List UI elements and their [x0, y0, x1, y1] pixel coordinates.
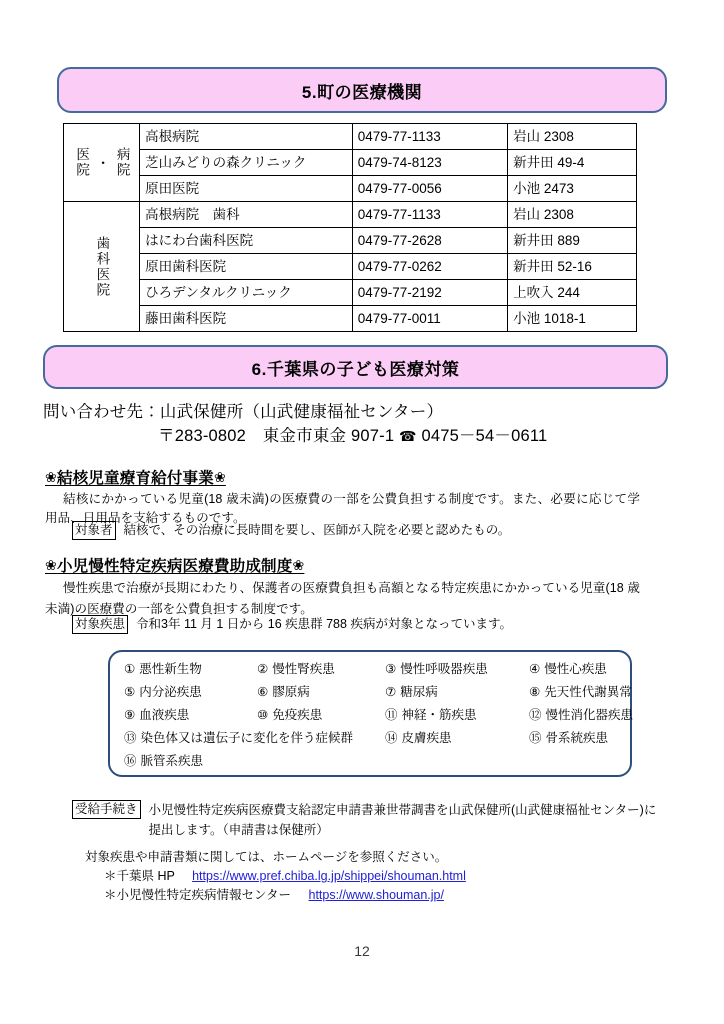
disease-grid	[124, 661, 634, 770]
procedure-label: 受給手続き	[72, 800, 141, 819]
footer-intro-text: 対象疾患や申請書類に関しては、ホームページを参照ください。	[85, 850, 448, 864]
program-heading-tuberculosis	[45, 466, 226, 488]
list-item	[124, 730, 385, 747]
flower-icon: ❀	[292, 557, 305, 573]
disease-name: 内分泌疾患	[139, 685, 202, 699]
disease-number: ⑭	[385, 731, 398, 745]
flower-icon: ❀	[45, 557, 57, 573]
facility-name: 芝山みどりの森クリニック	[140, 150, 353, 176]
facility-address: 小池 1018-1	[508, 306, 637, 332]
category-label-hospital: 病院	[114, 147, 130, 178]
disease-category-box	[108, 650, 632, 777]
list-item	[257, 661, 385, 678]
telephone-icon: ☎	[399, 428, 417, 444]
disease-number: ⑧	[529, 685, 541, 699]
footer-link-row-chiba	[104, 867, 466, 886]
footer-link-label-chiba: ＊千葉県 HP	[104, 869, 175, 883]
facility-tel: 0479-77-0262	[352, 254, 507, 280]
facility-tel: 0479-77-2192	[352, 280, 507, 306]
target-row-tuberculosis	[72, 521, 652, 540]
facility-name: ひろデンタルクリニック	[140, 280, 353, 306]
category-label-clinic: 医院	[74, 147, 90, 178]
list-item	[257, 684, 385, 701]
section-banner-child-medical: 6.千葉県の子ども医療対策	[43, 345, 668, 389]
procedure-row	[72, 800, 657, 840]
disease-number: ②	[257, 662, 269, 676]
facility-name: 原田歯科医院	[140, 254, 353, 280]
facility-address: 小池 2473	[508, 176, 637, 202]
table-row	[64, 202, 637, 228]
disease-name: 骨系統疾患	[545, 731, 609, 745]
disease-name: 血液疾患	[139, 708, 190, 722]
program-title-tuberculosis: 結核児童療育給付事業	[56, 470, 214, 487]
target-text-chronic-pediatric: 令和3年 11 月 1 日から 16 疾患群 788 疾病が対象となっています。	[136, 617, 512, 631]
facility-name: 藤田歯科医院	[140, 306, 353, 332]
disease-number: ⑩	[257, 708, 269, 722]
disease-number: ⑦	[385, 685, 397, 699]
disease-name: 脈管系疾患	[140, 754, 204, 768]
facility-tel: 0479-77-0056	[352, 176, 507, 202]
disease-name: 先天性代謝異常	[544, 685, 632, 699]
facility-address: 新井田 49-4	[508, 150, 637, 176]
category-cell-dental	[64, 202, 140, 332]
program-description-chronic-pediatric: 慢性疾患で治療が長期にわたり、保護者の医療費負担も高額となる特定疾患にかかっている児童(18 歳未満)の医療費の一部を公費負担する制度です。	[45, 581, 640, 616]
table-row	[64, 150, 637, 176]
target-label-tuberculosis: 対象者	[72, 521, 116, 540]
facility-name: はにわ台歯科医院	[140, 228, 353, 254]
facility-tel: 0479-77-1133	[352, 202, 507, 228]
list-item	[385, 707, 529, 724]
list-item	[385, 661, 529, 678]
disease-number: ④	[529, 662, 541, 676]
disease-name: 免疫疾患	[272, 708, 323, 722]
disease-number: ⑤	[124, 685, 136, 699]
disease-number: ⑯	[124, 754, 137, 768]
list-item	[385, 730, 529, 747]
disease-number: ⑫	[529, 708, 542, 722]
table-row	[64, 280, 637, 306]
list-item	[529, 730, 633, 747]
section-banner-medical: 5.町の医療機関	[57, 67, 667, 113]
disease-name: 慢性呼吸器疾患	[400, 662, 488, 676]
list-item	[124, 661, 257, 678]
target-label-chronic-pediatric: 対象疾患	[72, 615, 128, 634]
facility-address: 新井田 889	[508, 228, 637, 254]
target-text-tuberculosis: 結核で、その治療に長時間を要し、医師が入院を必要と認めたもの。	[123, 523, 511, 537]
contact-office-line: 問い合わせ先：山武保健所（山武健康福祉センター）	[43, 403, 444, 421]
disease-number: ①	[124, 662, 136, 676]
link-chiba-hp[interactable]: https://www.pref.chiba.lg.jp/shippei/shouman.html	[192, 869, 466, 883]
page-number: 12	[354, 943, 370, 959]
procedure-text: 小児慢性特定疾病医療費支給認定申請書兼世帯調書を山武保健所(山武健康福祉センター)に提出します。（申請書は保健所）	[148, 803, 657, 837]
program-title-chronic-pediatric: 小児慢性特定疾病医療費助成制度	[56, 558, 293, 575]
disease-name: 膠原病	[272, 685, 310, 699]
list-item	[257, 707, 385, 724]
list-item	[529, 684, 633, 701]
list-item	[124, 707, 257, 724]
category-cell-clinic-hospital	[64, 124, 140, 202]
disease-name: 慢性腎疾患	[272, 662, 335, 676]
disease-name: 糖尿病	[400, 685, 438, 699]
disease-name: 悪性新生物	[139, 662, 202, 676]
disease-name: 慢性心疾患	[544, 662, 607, 676]
disease-number: ⑮	[529, 731, 542, 745]
disease-name: 神経・筋疾患	[401, 708, 477, 722]
contact-postal-address: 〒283-0802 東金市東金 907-1	[158, 427, 395, 445]
contact-phone-number: 0475－54－0611	[421, 427, 548, 445]
disease-number: ⑬	[124, 731, 137, 745]
program-heading-chronic-pediatric	[45, 554, 304, 576]
list-item	[529, 661, 633, 678]
facility-address: 岩山 2308	[508, 124, 637, 150]
list-item	[124, 753, 257, 770]
medical-institutions-table	[63, 123, 637, 332]
disease-number: ⑪	[385, 708, 398, 722]
table-row	[64, 124, 637, 150]
facility-address: 上吹入 244	[508, 280, 637, 306]
facility-tel: 0479-77-2628	[352, 228, 507, 254]
facility-tel: 0479-77-0011	[352, 306, 507, 332]
disease-number: ⑥	[257, 685, 269, 699]
category-label-dental: 歯科医院	[94, 235, 110, 298]
disease-number: ⑨	[124, 708, 136, 722]
program-description-tuberculosis: 結核にかかっている児童(18 歳未満)の医療費の一部を公費負担する制度です。また、必要に応じて学用品、日用品を支給するものです。	[45, 492, 640, 525]
category-separator: ・	[94, 155, 110, 170]
flower-icon: ❀	[213, 469, 226, 485]
footer-link-label-shouman: ＊小児慢性特定疾病情報センター	[104, 888, 292, 902]
disease-name: 皮膚疾患	[401, 731, 452, 745]
list-item	[385, 684, 529, 701]
facility-address: 新井田 52-16	[508, 254, 637, 280]
facility-name: 高根病院 歯科	[140, 202, 353, 228]
facility-tel: 0479-74-8123	[352, 150, 507, 176]
facility-tel: 0479-77-1133	[352, 124, 507, 150]
flower-icon: ❀	[45, 469, 57, 485]
facility-name: 高根病院	[140, 124, 353, 150]
contact-address-line	[158, 422, 547, 446]
disease-number: ③	[385, 662, 397, 676]
list-item	[529, 707, 633, 724]
table-row	[64, 254, 637, 280]
target-row-chronic-pediatric	[72, 615, 652, 634]
footer-link-row-shouman	[104, 886, 444, 905]
facility-name: 原田医院	[140, 176, 353, 202]
facility-address: 岩山 2308	[508, 202, 637, 228]
list-item	[124, 684, 257, 701]
link-shouman-center[interactable]: https://www.shouman.jp/	[308, 888, 444, 902]
table-row	[64, 176, 637, 202]
disease-name: 染色体又は遺伝子に変化を伴う症候群	[140, 731, 354, 745]
table-row	[64, 228, 637, 254]
table-row	[64, 306, 637, 332]
disease-name: 慢性消化器疾患	[545, 708, 634, 722]
